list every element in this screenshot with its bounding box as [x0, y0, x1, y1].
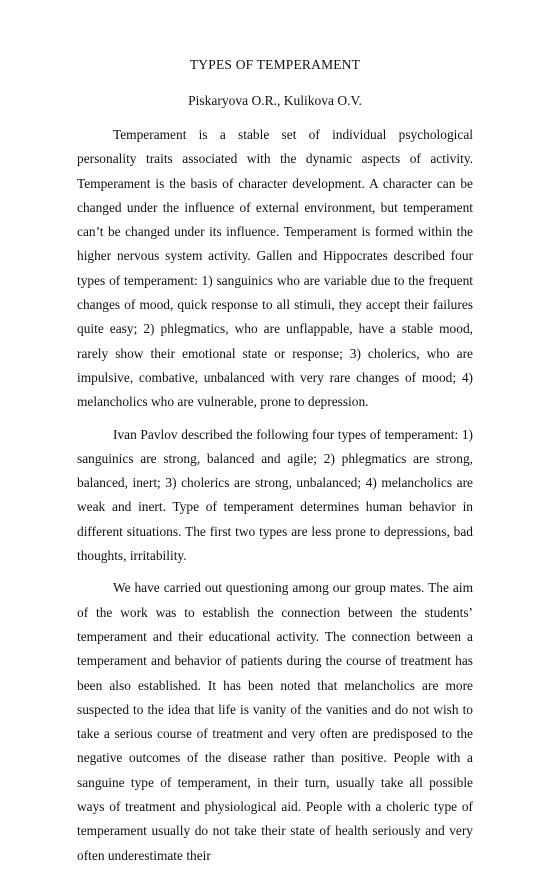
paper-body: [77, 123, 473, 876]
paper-title: TYPES OF TEMPERAMENT: [189, 57, 361, 72]
paragraph-2: Ivan Pavlov described the following four types of temperament: 1) sanguinics are strong, balanced and agile; 2) phlegmatics are strong, balanced, inert; 3) cholerics are strong, unbalanced; 4) melancholics are weak and inert. Type of temperament determines human behavior in different situations. The first two types are less prone to depressions, bad thoughts, irritability.: [77, 426, 473, 564]
paper-authors: Piskaryova O.R., Kulikova O.V.: [188, 93, 362, 108]
paragraph-1: Temperament is a stable set of individual psychological personality traits associated with the dynamic aspects of activity. Temperament is the basis of character development. A character can be changed under the influence of external environment, but temperament can’t be changed under its influence. Temperament is formed within the higher nervous system activity. Gallen and Hippocrates described four types of temperament: 1) sanguinics who are variable due to the frequent changes of mood, quick response to all stimuli, they accept their failures quite easy; 2) phlegmatics, who are unflappable, have a stable mood, rarely show their emotional state or response; 3) cholerics, who are impulsive, combative, unbalanced with very rare changes of mood; 4) melancholics who are vulnerable, prone to depression.: [77, 127, 473, 410]
paragraph-3: We have carried out questioning among our group mates. The aim of the work was to establish the connection between the students’ temperament and their educational activity. The connection between a temperament and behavior of patients during the course of treatment has been also established. It has been noted that melancholics are more suspected to the idea that life is vanity of the vanities and do not wish to take a serious course of treatment and very often are predisposed to the negative outcomes of the disease rather than positive. People with a sanguine type of temperament, in their turn, usually take all possible ways of treatment and physiological aid. People with a choleric type of temperament usually do not take their state of health seriously and very often underestimate their: [77, 580, 473, 863]
